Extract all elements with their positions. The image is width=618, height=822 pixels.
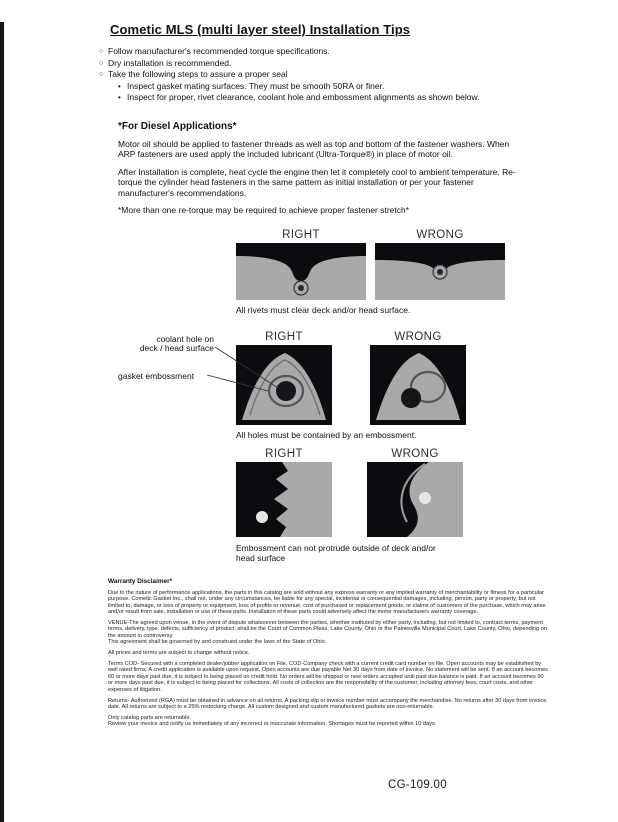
bullet-circle-marker: ○ bbox=[99, 48, 104, 55]
figure-row-embossment bbox=[118, 330, 618, 440]
rivet-clearance-right-figure bbox=[236, 243, 366, 300]
list-item bbox=[99, 69, 618, 81]
warranty-paragraph: VENUE-The agreed upon venue, in the event of dispute whatsoever between the parties, whether instituted by either party, including, but not limited to, contract terms, payment terms, delivery, type, defects, sufficiency of product, shall be the Court of Common Pleas, Lake County, Ohio or the Painesville Municipal Court, Lake County, Ohio, depending on the amount in controversy. bbox=[108, 620, 547, 639]
coolant-hole bbox=[276, 381, 296, 401]
diesel-applications-section bbox=[118, 121, 526, 216]
bullet-dot-marker: • bbox=[118, 93, 121, 102]
wrong-label: WRONG bbox=[391, 447, 439, 460]
diesel-paragraph: *More than one re-torque may be required to achieve proper fastener stretch* bbox=[118, 205, 410, 215]
list-item bbox=[99, 46, 618, 58]
figures-section bbox=[0, 229, 618, 563]
page-code: CG-109.00 bbox=[388, 779, 447, 791]
figure-headers bbox=[236, 448, 618, 460]
figure-caption: Embossment can not protrude outside of deck and/or head surface bbox=[236, 542, 436, 563]
warranty-paragraph: Due to the nature of performance applications, the parts in this catalog are sold without any express warranty or any implied warranty of merchantability or fitness for a particular purpose. Cometic Gasket Inc., shall not, under any circumstances, be liable for any special, incidental or consequential damages, including, person, party or property, but not limited to, damage, or loss of property or equipment, loss of profits or revenue, cost of purchased or replacement goods, or claims of customers of the purchase, which may arise and/or result from sale, installation or use of these parts. Installation of these parts could adversely affect the motor manufacturers warranty coverage. bbox=[108, 589, 546, 616]
figure-images bbox=[236, 345, 618, 425]
right-label: RIGHT bbox=[282, 228, 320, 241]
tip-text: Inspect gasket mating surfaces. They must be smooth 50RA or finer. bbox=[127, 80, 385, 91]
embossment-right-figure bbox=[236, 345, 332, 425]
figure-images bbox=[236, 243, 618, 300]
tip-text: Inspect for proper, rivet clearance, coolant hole and embossment alignments as shown below. bbox=[127, 92, 480, 102]
embossment-wrong-figure bbox=[370, 345, 466, 425]
tips-list bbox=[99, 46, 618, 104]
right-label: RIGHT bbox=[265, 447, 303, 460]
warranty-paragraph: All prices and terms are subject to change without notice. bbox=[108, 650, 250, 657]
figure-row-protrusion bbox=[236, 448, 618, 563]
diesel-paragraph: After Installation is complete, heat cycle the engine then let it completely cool to ambient temperature. Re-torque the cylinder head fasteners in the same pattern as initial installation or per your fastener manufacturer's recommendations. bbox=[118, 166, 516, 198]
figure-images bbox=[236, 462, 618, 537]
sub-tips-list bbox=[118, 81, 618, 104]
bullet-dot-marker: • bbox=[118, 81, 121, 91]
page-title: Cometic MLS (multi layer steel) Installation Tips bbox=[110, 22, 411, 37]
coolant-hole bbox=[401, 388, 421, 408]
warranty-paragraph: Only catalog parts are returnable. bbox=[108, 714, 192, 721]
figure-headers bbox=[236, 331, 618, 343]
warranty-disclaimer-section bbox=[108, 579, 550, 728]
coolant-hole-annotation: coolant hole on deck / head surface bbox=[139, 333, 214, 353]
bullet-circle-marker: ○ bbox=[99, 59, 104, 67]
tip-text: Take the following steps to assure a proper seal bbox=[108, 69, 288, 79]
warranty-paragraph: Review your invoice and notify us immediately of any incorrect or inaccurate information. Shortages must be reported within 10 days. bbox=[108, 721, 437, 728]
warranty-heading: Warranty Disclaimer* bbox=[108, 577, 173, 585]
protrusion-right-figure bbox=[236, 462, 332, 537]
warranty-paragraph: Returns- Authorized (RGA) must be obtained in advance on all returns. A packing slip or invoice number must accompany the merchandise. No returns after 30 days from invoice date. All returns are subject to a 25% restocking charge. All custom designed and custom manufactured gaskets are non-returnable. bbox=[108, 697, 547, 710]
warranty-paragraph: This agreement shall be governed by and construed under the laws of the State of Ohio. bbox=[108, 639, 327, 646]
bolt-hole bbox=[419, 492, 431, 504]
figure-row-rivets bbox=[236, 229, 618, 315]
rivet-clearance-wrong-figure bbox=[375, 243, 505, 300]
right-label: RIGHT bbox=[265, 330, 303, 343]
list-item bbox=[99, 58, 618, 70]
gasket-embossment-annotation: gasket embossment bbox=[118, 370, 195, 381]
diesel-paragraph: Motor oil should be applied to fastener threads as well as top and bottom of the fastener washers. When ARP fasteners are used apply the included lubricant (Ultra-Torque®) in place of motor oil. bbox=[118, 138, 510, 159]
wrong-label: WRONG bbox=[416, 228, 464, 241]
list-item bbox=[118, 81, 618, 93]
tip-text: Follow manufacturer's recommended torque specifications. bbox=[108, 46, 330, 56]
figure-headers bbox=[236, 229, 618, 241]
wrong-label: WRONG bbox=[394, 330, 442, 343]
diesel-heading: *For Diesel Applications* bbox=[118, 120, 237, 132]
list-item bbox=[118, 92, 618, 104]
tip-text: Dry installation is recommended. bbox=[108, 57, 232, 68]
figure-caption: All holes must be contained by an embossment. bbox=[236, 429, 417, 440]
bolt-hole bbox=[256, 511, 268, 523]
protrusion-wrong-figure bbox=[367, 462, 463, 537]
bullet-circle-marker: ○ bbox=[99, 71, 104, 78]
figure-caption: All rivets must clear deck and/or head surface. bbox=[236, 304, 411, 315]
warranty-paragraph: Terms COD- Secured with a completed dealer/jobber application on File, COD-Company check with a current credit card number on file. Open accounts may be established by well rated firms. A credit application is available upon request. Open accounts are due payable Net 30 days from date of invoice. No statement will be sent. If an account becomes 60 or more days past due, it is subject to being placed on credit hold. No orders will be shipped or new orders accepted until past due balance is paid. If an account becomes 90 or more days past due, it is subject to being placed for collections. All costs of collection are the responsibility of the customer, including attorney fees, court costs, and other expenses of litigation. bbox=[108, 661, 548, 693]
